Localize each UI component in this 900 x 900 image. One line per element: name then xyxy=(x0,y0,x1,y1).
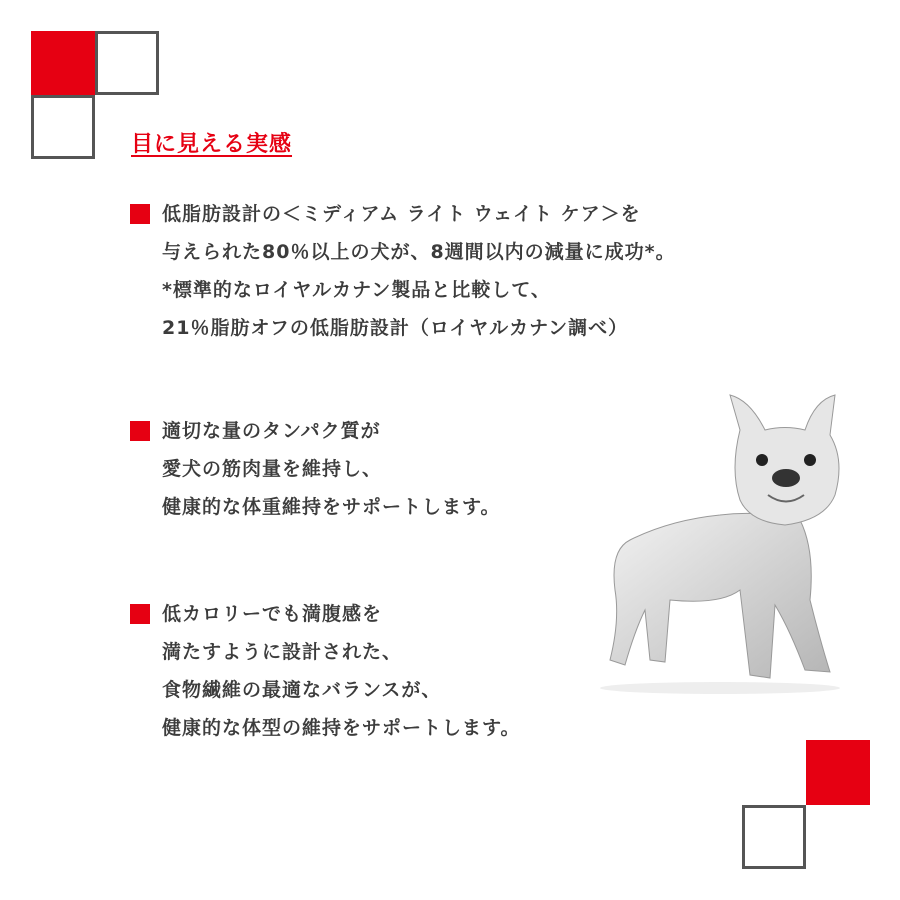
point-line: 適切な量のタンパク質が xyxy=(162,420,381,442)
point-line: 食物繊維の最適なバランスが、 xyxy=(162,679,442,701)
point-line: 健康的な体重維持をサポートします。 xyxy=(162,496,501,518)
point-1 xyxy=(130,195,676,347)
decor-square-outline-top-right xyxy=(95,31,159,95)
point-line: 与えられた80％以上の犬が、8週間以内の減量に成功*。 xyxy=(162,241,676,263)
section-heading: 目に見える実感 xyxy=(131,132,293,157)
point-line: 低脂肪設計の＜ミディアム ライト ウェイト ケア＞を xyxy=(162,203,641,225)
point-line: 愛犬の筋肉量を維持し、 xyxy=(162,458,383,480)
bullet-square xyxy=(130,604,150,624)
point-line: 21％脂肪オフの低脂肪設計（ロイヤルカナン調べ） xyxy=(162,317,629,339)
french-bulldog-image xyxy=(590,390,850,695)
decor-square-outline-bottom xyxy=(742,805,806,869)
point-line: *標準的なロイヤルカナン製品と比較して、 xyxy=(162,279,551,301)
bullet-square xyxy=(130,421,150,441)
point-2 xyxy=(130,412,500,526)
decor-square-red-bottom xyxy=(806,740,870,805)
point-line: 低カロリーでも満腹感を xyxy=(162,603,383,625)
bullet-square xyxy=(130,204,150,224)
decor-square-red-top xyxy=(31,31,95,95)
point-3 xyxy=(130,595,520,747)
decor-square-outline-top-bottom xyxy=(31,95,95,159)
point-line: 満たすように設計された、 xyxy=(162,641,403,663)
point-line: 健康的な体型の維持をサポートします。 xyxy=(162,717,521,739)
